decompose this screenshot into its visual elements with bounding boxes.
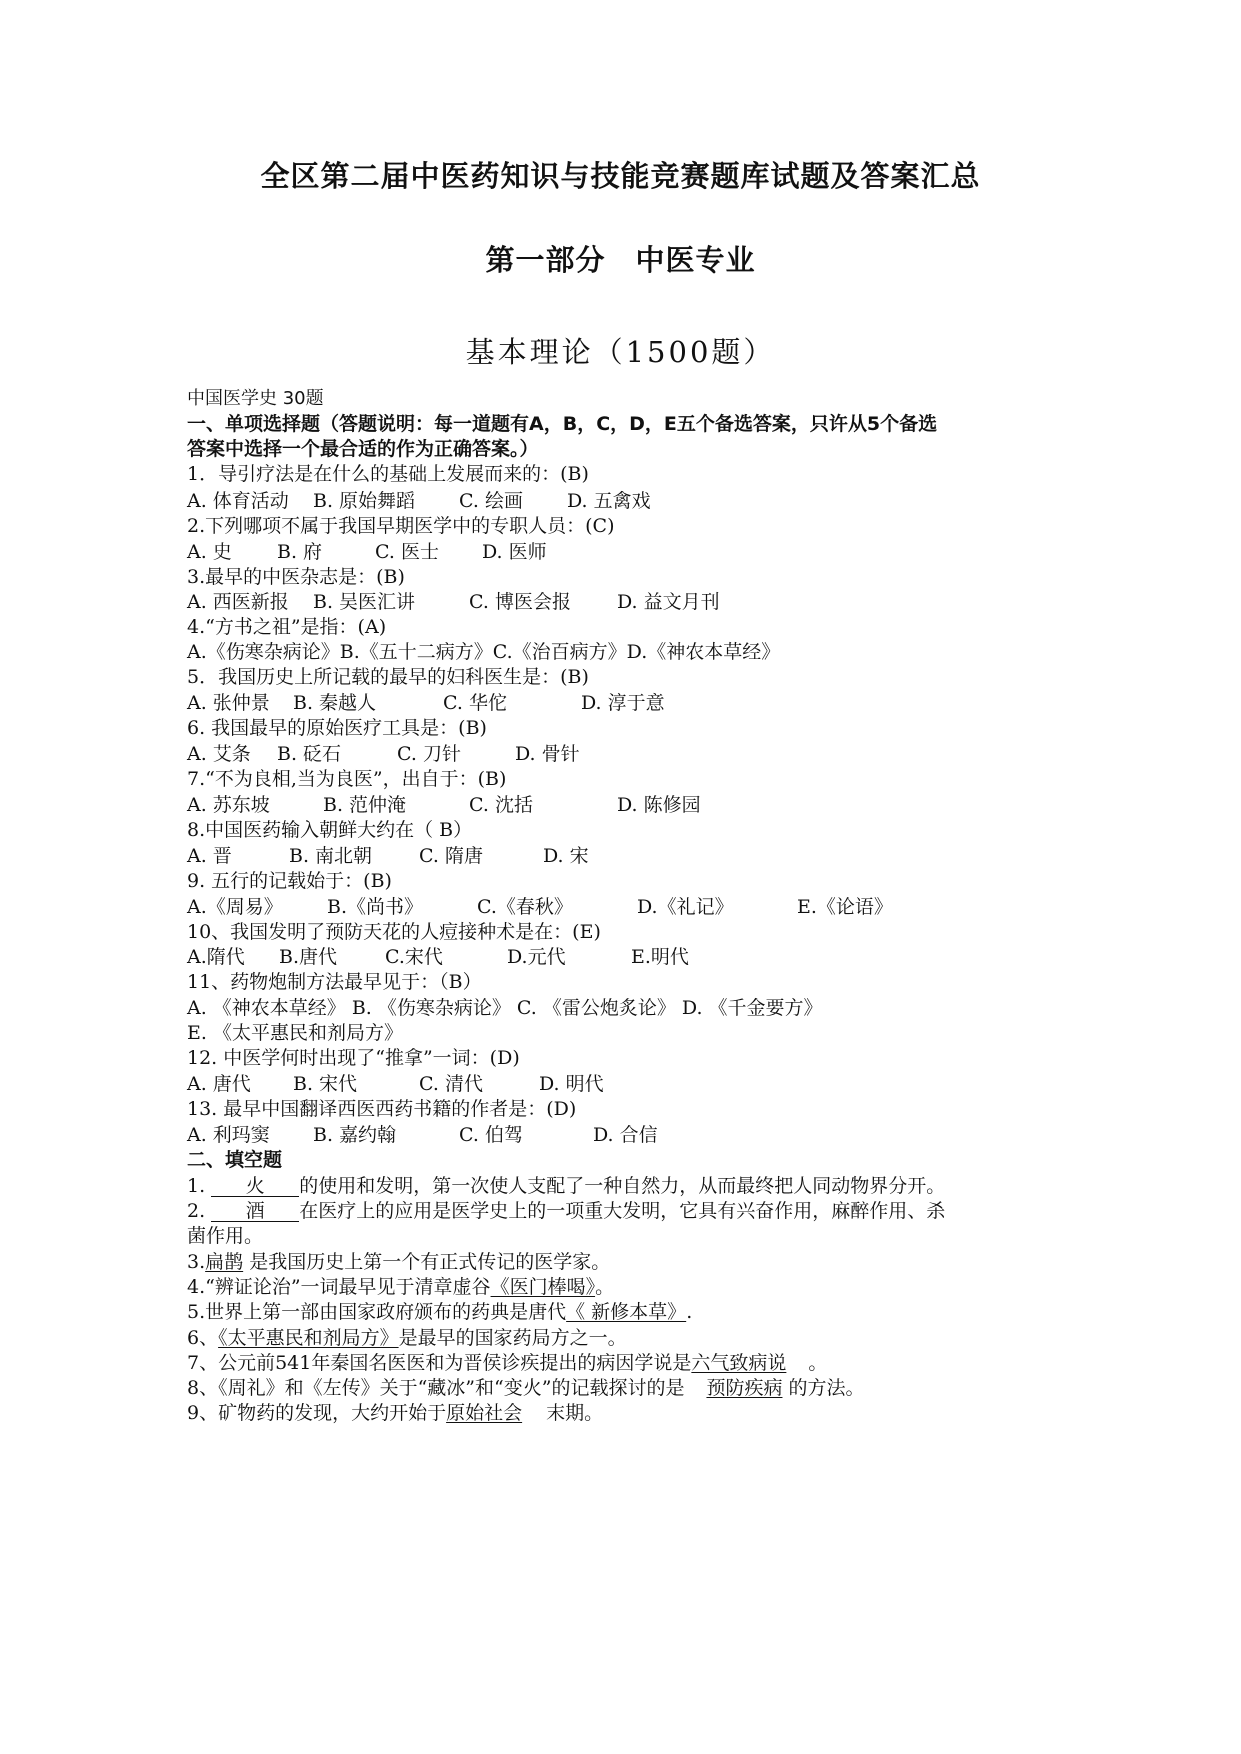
option: A.隋代 (187, 946, 245, 968)
option: B. 原始舞蹈 (313, 490, 416, 512)
option: B. 吴医汇讲 (313, 591, 416, 613)
question-2-options (187, 537, 547, 564)
fill-num: 3. (187, 1251, 206, 1273)
fill-text: 在医疗上的应用是医学史上的一项重大发明，它具有兴奋作用，麻醉作用、杀 (299, 1200, 946, 1222)
section-heading: 基本理论（1500题） (465, 335, 776, 369)
fill-7 (187, 1348, 827, 1375)
fill-answer: 六气致病说 (691, 1352, 787, 1374)
option: B. 宋代 (293, 1073, 358, 1095)
option: A. 艾条 (187, 743, 251, 765)
fill-answer: 扁鹊 (205, 1251, 244, 1273)
single-choice-heading-cont: 答案中选择一个最合适的作为正确答案。） (187, 438, 539, 460)
option: A. 张仲景 (187, 692, 270, 714)
option: E.《论语》 (797, 896, 893, 918)
part-heading: 第一部分 中医专业 (485, 243, 756, 277)
question-1: 1．导引疗法是在什么的基础上发展而来的：(B) (187, 463, 589, 485)
option: D. 宋 (543, 845, 589, 867)
fill-4 (187, 1272, 614, 1299)
fill-blank-heading: 二、填空题 (187, 1149, 283, 1171)
fill-text: 末期。 (546, 1402, 604, 1424)
question-12-options (187, 1069, 604, 1096)
option: D. 医师 (482, 541, 547, 563)
question-7: 7.“不为良相,当为良医”，出自于：(B) (187, 768, 507, 790)
option: B. 嘉约翰 (313, 1124, 397, 1146)
option: B.《尚书》 (327, 896, 424, 918)
fill-2-cont: 菌作用。 (187, 1225, 264, 1247)
option: D.元代 (507, 946, 566, 968)
fill-num: 1. (187, 1175, 206, 1197)
question-10: 10、我国发明了预防天花的人痘接种术是在：(E) (187, 921, 601, 943)
option: A. 晋 (187, 845, 232, 867)
option: C. 刀针 (397, 743, 461, 765)
option: C. 医士 (375, 541, 439, 563)
fill-6 (187, 1323, 627, 1350)
option: B. 南北朝 (289, 845, 373, 867)
question-4-options: A.《伤寒杂病论》B.《五十二病方》C.《治百病方》D.《神农本草经》 (187, 641, 781, 663)
fill-text: 是我国历史上第一个有正式传记的医学家。 (249, 1251, 611, 1273)
fill-2 (187, 1196, 945, 1223)
option: B.唐代 (279, 946, 338, 968)
document-title: 全区第二届中医药知识与技能竞赛题库试题及答案汇总 (260, 159, 981, 193)
fill-text: 5.世界上第一部由国家政府颁布的药典是唐代 (187, 1301, 567, 1323)
fill-text: 4.“辨证论治”一词最早见于清章虚谷 (187, 1276, 491, 1298)
fill-answer: 《医门棒喝》 (490, 1276, 596, 1298)
question-13: 13. 最早中国翻译西医西药书籍的作者是：(D) (187, 1098, 577, 1120)
option: C. 博医会报 (469, 591, 571, 613)
option: A. 体育活动 (187, 490, 289, 512)
question-8-options (187, 841, 589, 868)
fill-3 (187, 1247, 610, 1274)
fill-answer: 酒 (211, 1202, 299, 1222)
question-5: 5．我国历史上所记载的最早的妇科医生是：(B) (187, 666, 589, 688)
fill-text: 9、矿物药的发现，大约开始于 (187, 1402, 447, 1424)
question-3-options (187, 587, 720, 614)
fill-text: 的使用和发明，第一次使人支配了一种自然力，从而最终把人同动物界分开。 (299, 1175, 946, 1197)
option: A. 唐代 (187, 1073, 251, 1095)
fill-1 (187, 1171, 945, 1198)
option: C. 清代 (419, 1073, 483, 1095)
question-9-options (187, 892, 893, 919)
option: C. 绘画 (459, 490, 523, 512)
option: D. 陈修园 (617, 794, 701, 816)
fill-text: 是最早的国家药局方之一。 (398, 1327, 627, 1349)
fill-text: 8、《周礼》和《左传》关于“藏冰”和“变火”的记载探讨的是 (187, 1377, 685, 1399)
option: C. 华佗 (443, 692, 507, 714)
option: D. 明代 (539, 1073, 604, 1095)
fill-text: 。 (595, 1276, 615, 1298)
option: B. 砭石 (277, 743, 342, 765)
fill-9 (187, 1398, 603, 1425)
fill-8 (187, 1373, 864, 1400)
option: C.宋代 (385, 946, 443, 968)
option: C. 伯驾 (459, 1124, 523, 1146)
question-11: 11、药物炮制方法最早见于：（B） (187, 971, 482, 993)
option: C.《春秋》 (477, 896, 573, 918)
fill-5 (187, 1297, 692, 1324)
question-1-options (187, 486, 651, 513)
option: D. 益文月刊 (617, 591, 720, 613)
question-13-options (187, 1120, 658, 1147)
fill-answer: 火 (211, 1177, 299, 1197)
option: D.《礼记》 (637, 896, 734, 918)
question-12: 12. 中医学何时出现了“推拿”一词：(D) (187, 1047, 520, 1069)
question-5-options (187, 688, 665, 715)
question-9: 9. 五行的记载始于：(B) (187, 870, 392, 892)
option: A. 西医新报 (187, 591, 289, 613)
question-6: 6. 我国最早的原始医疗工具是：(B) (187, 717, 487, 739)
option: C. 沈括 (469, 794, 533, 816)
option: D. 五禽戏 (567, 490, 651, 512)
question-11-options: A. 《神农本草经》 B. 《伤寒杂病论》 C. 《雷公炮炙论》 D. 《千金要方》 (187, 997, 823, 1019)
option: D. 淳于意 (581, 692, 665, 714)
option: D. 合信 (593, 1124, 658, 1146)
question-6-options (187, 739, 580, 766)
option: A. 利玛窦 (187, 1124, 270, 1146)
fill-text: 的方法。 (788, 1377, 865, 1399)
question-7-options (187, 790, 701, 817)
option: D. 骨针 (515, 743, 580, 765)
option: B. 秦越人 (293, 692, 377, 714)
fill-num: 2. (187, 1200, 206, 1222)
chapter-heading: 中国医学史 30题 (187, 388, 324, 409)
option: B. 范仲淹 (323, 794, 407, 816)
question-4: 4.“方书之祖”是指：(A) (187, 616, 387, 638)
option: E.明代 (631, 946, 689, 968)
question-8: 8.中国医药输入朝鲜大约在（ B） (187, 819, 473, 841)
fill-text: 。 (808, 1352, 828, 1374)
question-2: 2.下列哪项不属于我国早期医学中的专职人员：(C) (187, 515, 615, 537)
option: C. 隋唐 (419, 845, 483, 867)
option: A.《周易》 (187, 896, 283, 918)
fill-answer: 原始社会 (446, 1402, 523, 1424)
option: B. 府 (277, 541, 323, 563)
question-3: 3.最早的中医杂志是：(B) (187, 566, 405, 588)
single-choice-heading: 一、单项选择题（答题说明：每一道题有A，B，C，D，E五个备选答案，只许从5个备选 (187, 413, 938, 435)
fill-answer: 《 新修本草》 (566, 1301, 687, 1323)
option: A. 苏东坡 (187, 794, 270, 816)
fill-answer: 《太平惠民和剂局方》 (218, 1327, 399, 1349)
fill-answer: 预防疾病 (706, 1377, 783, 1399)
fill-text: 6、 (187, 1327, 219, 1349)
question-11-options-cont: E. 《太平惠民和剂局方》 (187, 1022, 403, 1044)
option: A. 史 (187, 541, 232, 563)
fill-text: . (686, 1301, 693, 1323)
question-10-options (187, 942, 689, 969)
fill-text: 7、公元前541年秦国名医医和为晋侯诊疾提出的病因学说是 (187, 1352, 692, 1374)
